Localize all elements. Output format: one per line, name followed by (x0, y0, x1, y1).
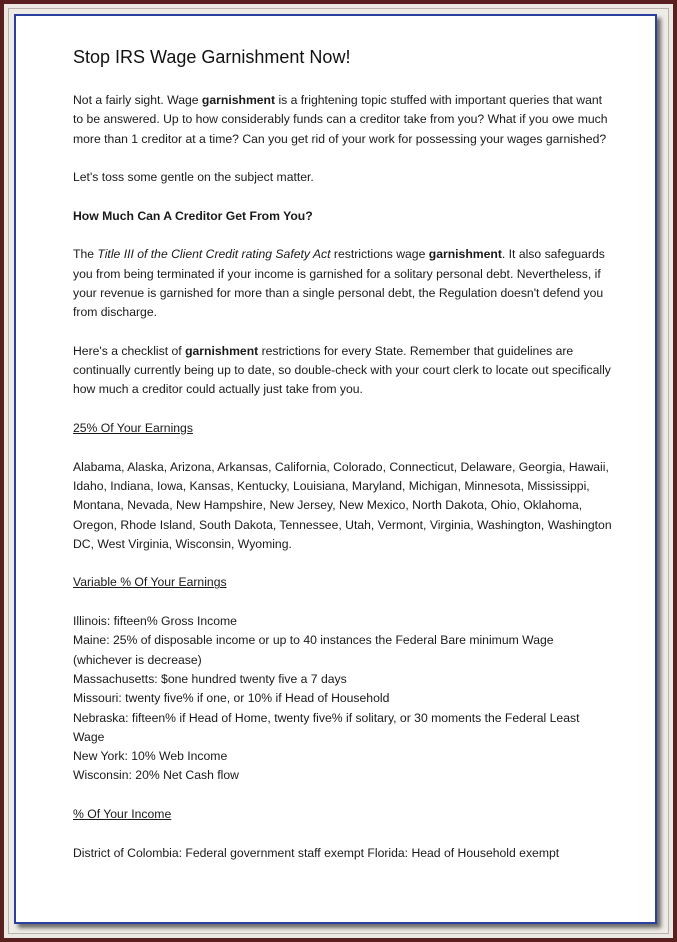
checklist-text-2: restrictions for every State. Remember that guidelines are continually currently being up to date, so double-check with your court clerk to locate out specifically how much a creditor could actually just take from you. (73, 343, 611, 397)
title-iii-act-name: Title III of the Client Credit rating Safety Act (97, 247, 331, 262)
variable-heading-line (73, 573, 613, 592)
intro-text-1: Not a fairly sight. Wage (73, 93, 202, 107)
variable-line-missouri: Missouri: twenty five% if one, or 10% if Head of Household (73, 691, 390, 706)
document-page (14, 14, 657, 924)
variable-list (73, 612, 613, 786)
variable-line-maine: Maine: 25% of disposable income or up to 40 instances the Federal Bare minimum Wage (whichever is decrease) (73, 633, 554, 667)
variable-line-nebraska: Nebraska: fifteen% if Head of Home, twenty five% if solitary, or 30 moments the Federal Least Wage (73, 710, 580, 744)
document-content (73, 46, 613, 882)
pct-income-heading-line (73, 805, 613, 824)
lets-toss-paragraph: Let's toss some gentle on the subject matter. (73, 170, 314, 185)
title-iii-text-1: The (73, 247, 98, 262)
intro-paragraph (73, 91, 613, 149)
title-iii-text-2: restrictions wage (330, 247, 429, 262)
variable-line-wisconsin: Wisconsin: 20% Net Cash flow (73, 768, 239, 783)
checklist-paragraph (73, 342, 613, 400)
variable-line-new-york: New York: 10% Web Income (73, 749, 228, 764)
pct-income-heading: % Of Your Income (73, 806, 172, 821)
pct25-heading: 25% Of Your Earnings (73, 421, 193, 436)
variable-line-illinois: Illinois: fifteen% Gross Income (73, 614, 237, 629)
checklist-bold-term: garnishment (185, 343, 259, 358)
pct-income-text: District of Colombia: Federal government staff exempt Florida: Head of Household exempt (73, 845, 560, 860)
document-title: Stop IRS Wage Garnishment Now! (73, 47, 351, 67)
checklist-text-1: Here's a checklist of (73, 343, 186, 358)
title-iii-paragraph (73, 245, 613, 322)
variable-line-massachusetts: Massachusetts: $one hundred twenty five a 7 days (73, 671, 347, 686)
intro-text-2: is a frightening topic stuffed with important queries that want to be answered. Up to how considerably funds can a creditor take from you? What if you owe much more than 1 creditor at a time? Can you get rid of your work for possessing your wages garnished? (73, 93, 608, 146)
pct25-heading-line (73, 419, 613, 438)
title-iii-text-3: . It also safeguards you from being terminated if your income is garnished for a solitary personal debt. Nevertheless, if your revenue is garnished for more than a single personal debt, the Regulation doesn't defend you from discharge. (73, 247, 605, 320)
title-iii-bold-term: garnishment (428, 247, 502, 262)
intro-bold-term: garnishment (201, 93, 276, 107)
section-heading: How Much Can A Creditor Get From You? (73, 208, 313, 223)
pct25-states: Alabama, Alaska, Arizona, Arkansas, California, Colorado, Connecticut, Delaware, Georgia, Hawaii, Idaho, Indiana, Iowa, Kansas, Kentucky, Louisiana, Maryland, Michigan, Minnesota, Mississippi, Montana, Nevada, New Hampshire, New Jersey, New Mexico, North Dakota, Ohio, Oklahoma, Oregon, Rhode Island, South Dakota, Tennessee, Utah, Vermont, Virginia, Washington, Washington DC, West Virginia, Wisconsin, Wyoming. (73, 459, 612, 551)
variable-heading: Variable % Of Your Earnings (73, 575, 227, 590)
